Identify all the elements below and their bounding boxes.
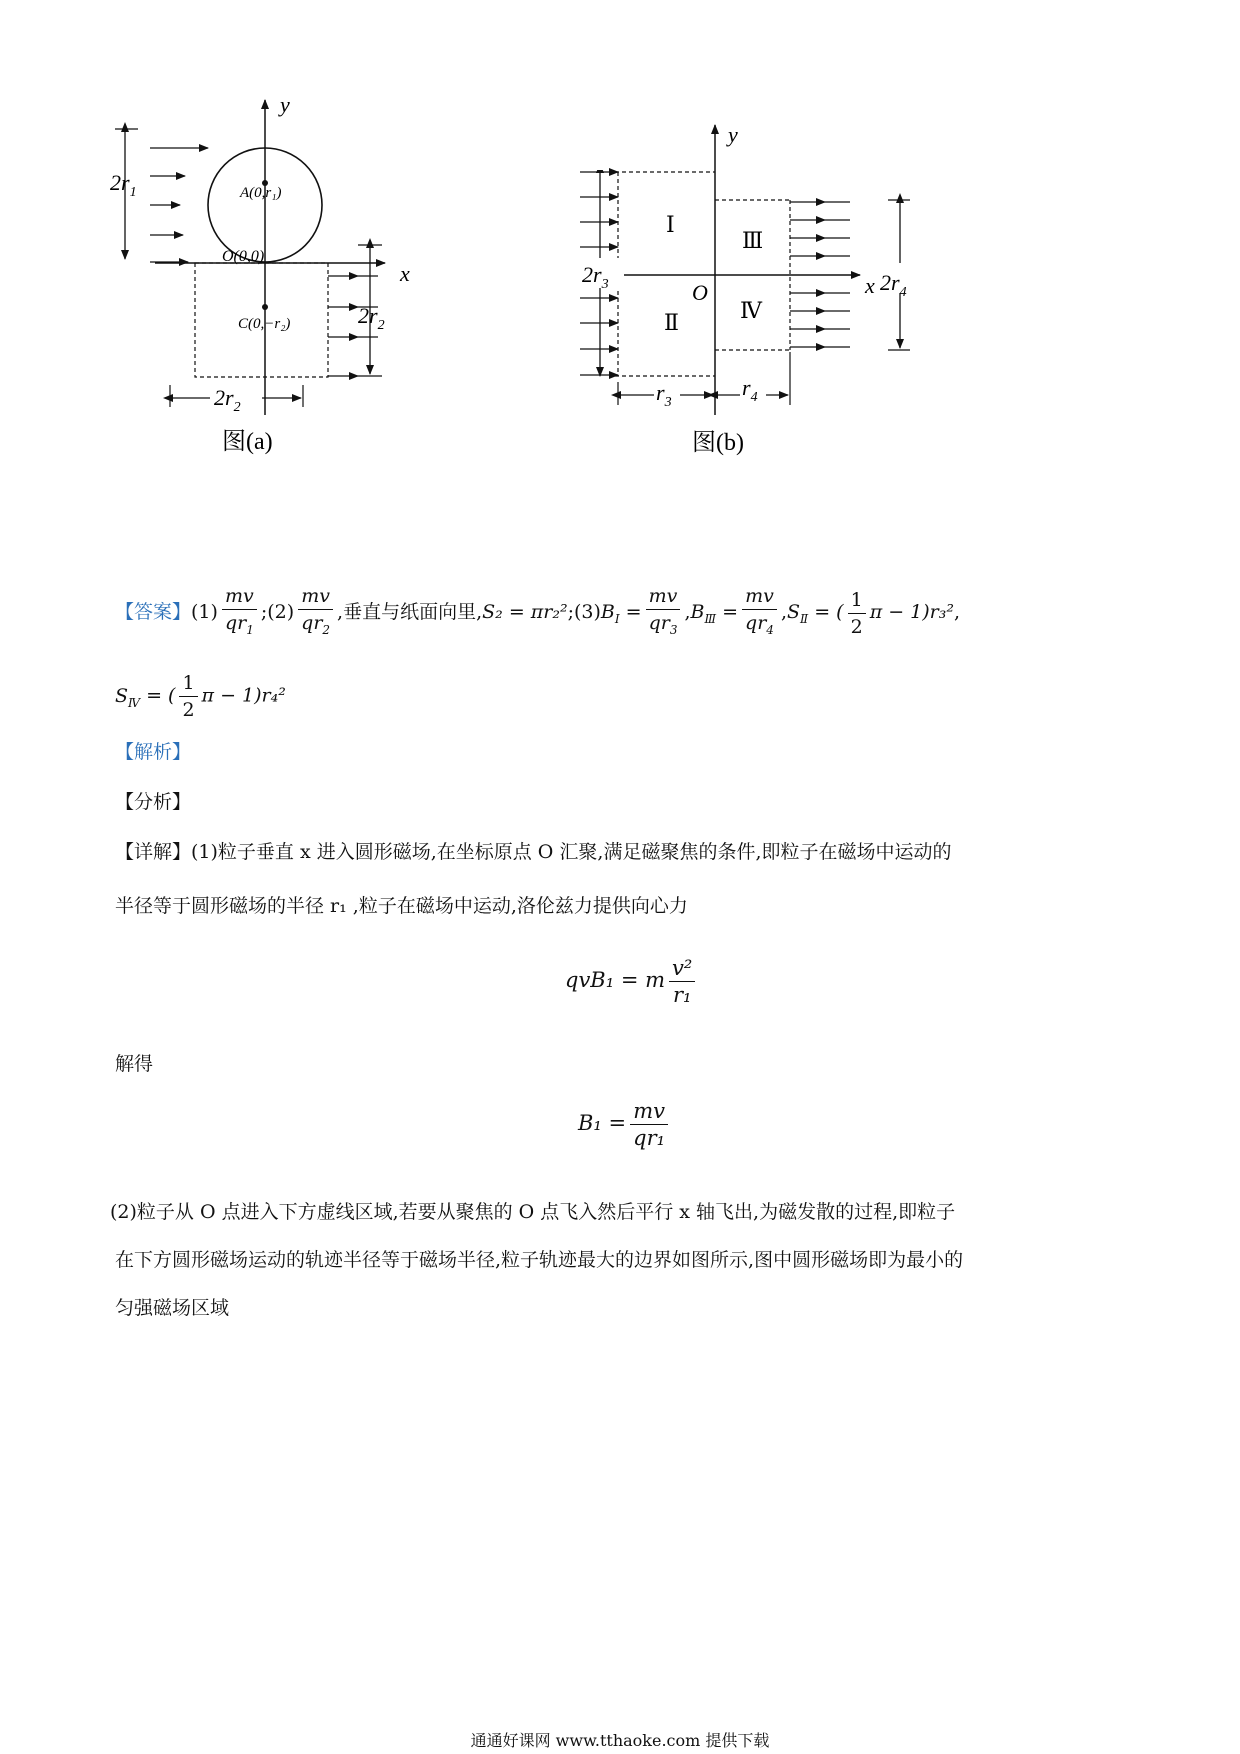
half-fraction: $\frac{1}{2}$ <box>179 670 197 723</box>
figure-a-caption: 图(a) <box>222 429 273 455</box>
region-3-label: Ⅲ <box>742 228 764 253</box>
detail-line-4: 在下方圆形磁场运动的轨迹半径等于磁场半径,粒子轨迹最大的边界如图所示,图中圆形磁场即为最小的 <box>115 1249 964 1271</box>
point-o-label: O(0,0) <box>222 248 265 265</box>
dim-2r4-label: $2r_4$ <box>880 270 907 300</box>
detail-line-5: 匀强磁场区域 <box>115 1297 230 1319</box>
equation-b1: B₁ = $\frac{mv}{\text{qr₁}}$ <box>578 1098 672 1151</box>
point-c-dot <box>262 304 268 310</box>
solve-text: 解得 <box>115 1053 154 1075</box>
analysis-tag: 【解析】 <box>115 741 192 763</box>
dim-2r3-label: $2r_3$ <box>582 262 609 292</box>
answer-b1-fraction: $\frac{mv}{qr_3}$ <box>646 583 681 643</box>
y-axis-label: y <box>280 95 290 117</box>
point-c-label: C(0,−r₂) <box>238 316 291 332</box>
point-a-label: A(0,r₁) <box>240 185 282 201</box>
detail-tag: 【详解】 <box>115 841 192 863</box>
answer-1-fraction: $\frac{mv}{qr_1}$ <box>222 583 257 643</box>
detail-line-3: (2)粒子从 O 点进入下方虚线区域,若要从聚焦的 O 点飞入然后平行 x 轴飞出,为磁发散的过程,即粒子 <box>110 1201 956 1223</box>
footer-watermark: 通通好课网 www.tthaoke.com 提供下载 <box>470 1731 770 1750</box>
answer-line-2: $S_Ⅳ$ = ( $\frac{1}{2}$ π − 1)r₄² <box>115 672 286 721</box>
dim-2r3 <box>580 170 640 430</box>
answer-2-area: S₂ = πr₂² <box>482 601 568 623</box>
half-fraction: $\frac{1}{2}$ <box>848 587 866 640</box>
dim-2r2-bottom-label: $2r_2$ <box>214 385 241 415</box>
detail-line-1: 【详解】(1)粒子垂直 x 进入圆形磁场,在坐标原点 O 汇聚,满足磁聚焦的条件,即粒子在磁场中运动的 <box>115 841 952 863</box>
figure-a <box>110 95 470 515</box>
answer-line-1: 【答案】(1) $\frac{mv}{qr_1}$ ;(2) $\frac{mv}{qr_2}$ ,垂直与纸面向里$,S_2 = \pi r_2^2;(3)B_Ⅰ$ = $\frac{mv}{qr_3}$ $,B_Ⅲ$ = $\frac{mv}{qr_4}$ $,S_Ⅱ$ = ( $\frac{1}{2}$ π − 1)r₃², <box>115 583 960 643</box>
y-axis-label: y <box>728 122 738 147</box>
region-4-label: Ⅳ <box>740 298 762 323</box>
fenxi-tag: 【分析】 <box>115 791 192 813</box>
x-axis-label: x <box>865 273 875 298</box>
figure-b <box>580 120 1040 520</box>
answer-tag: 【答案】 <box>115 601 192 623</box>
dim-2r2-right-label: $2r_2$ <box>358 303 385 333</box>
figure-b-caption: 图(b) <box>692 430 744 456</box>
dim-2r1-label: $2r_1$ <box>110 170 137 200</box>
x-axis-label: x <box>400 261 410 286</box>
region-1-label: Ⅰ <box>666 212 675 237</box>
region-2-label: Ⅱ <box>664 310 679 335</box>
dim-r4-label: $r_4$ <box>742 375 758 405</box>
answer-2-fraction: $\frac{mv}{qr_2}$ <box>298 583 333 643</box>
equation-lorentz: qvB₁ = m $\frac{\text{v²}}{\text{r₁}}$ <box>565 955 699 1008</box>
answer-b3-fraction: $\frac{mv}{qr_4}$ <box>742 583 777 643</box>
dim-r3-label: $r_3$ <box>656 380 672 410</box>
origin-label: O <box>692 280 708 305</box>
detail-line-2: 半径等于圆形磁场的半径 r₁ ,粒子在磁场中运动,洛伦兹力提供向心力 <box>115 895 688 917</box>
